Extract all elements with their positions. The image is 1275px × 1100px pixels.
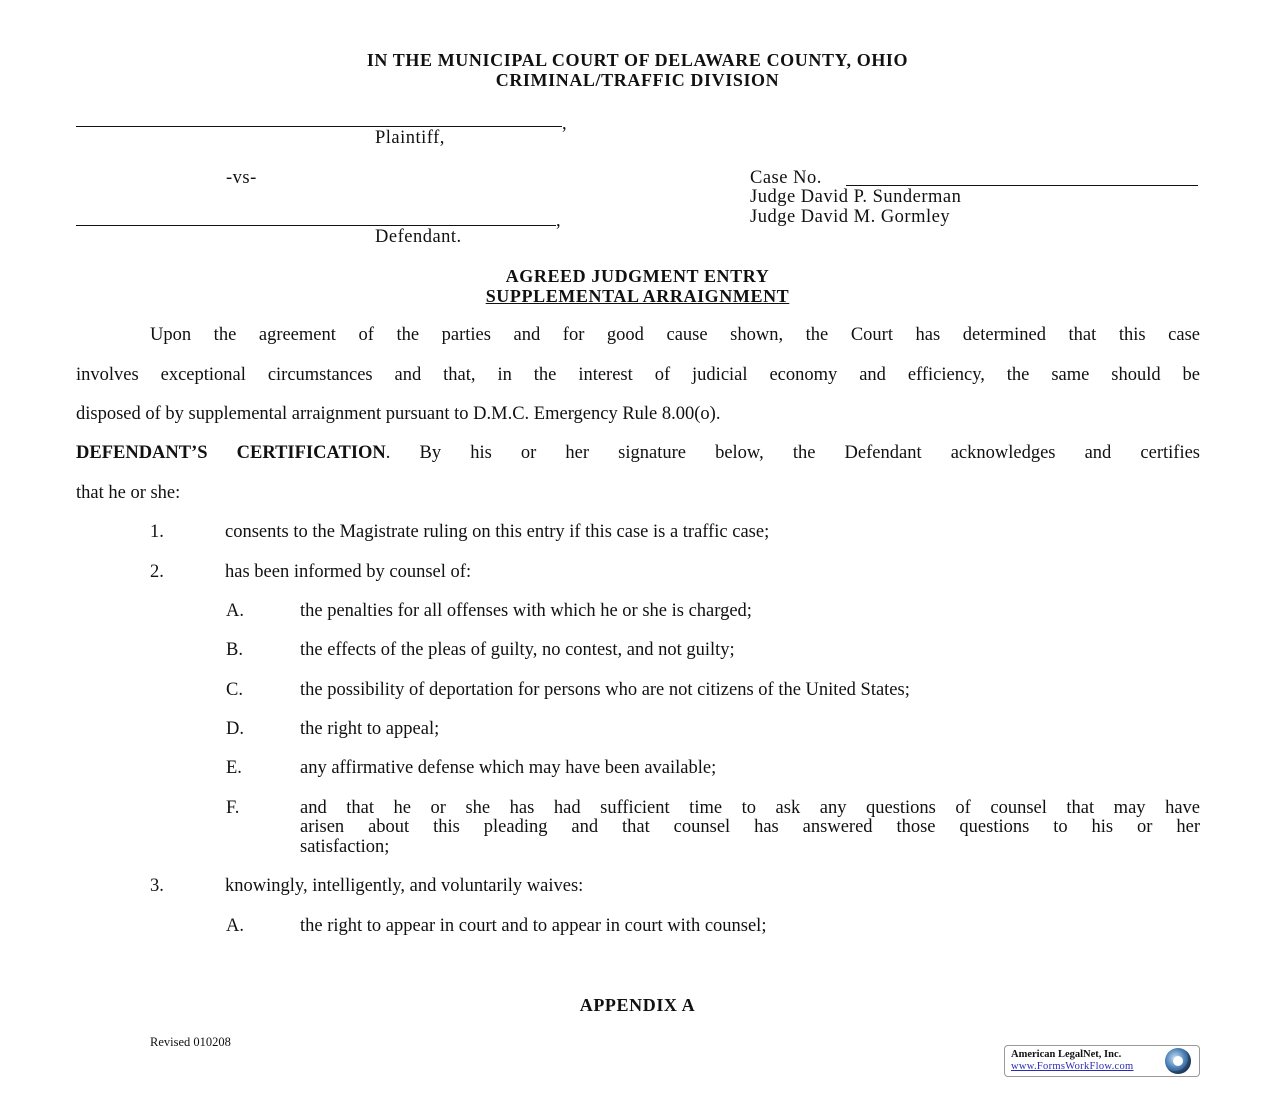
revision-label: Revised 010208 xyxy=(150,1035,231,1049)
case-no-label: Case No. xyxy=(750,168,822,188)
defendant-comma: , xyxy=(556,211,561,231)
subitem-letter: C. xyxy=(226,680,243,700)
subitem-letter: A. xyxy=(226,916,244,936)
defendant-label: Defendant. xyxy=(375,227,462,247)
subitem-letter: A. xyxy=(226,601,244,621)
plaintiff-name-line[interactable] xyxy=(76,126,562,127)
subitem-letter: D. xyxy=(226,719,244,739)
subitem-letter: F. xyxy=(226,798,240,818)
plaintiff-comma: , xyxy=(562,114,567,134)
subitem-text: the right to appeal; xyxy=(300,719,440,739)
court-name: IN THE MUNICIPAL COURT OF DELAWARE COUNTY, OHIO xyxy=(366,50,909,70)
subitem-text-line-2: arisen about this pleading and that counsel has answered those questions to his or her xyxy=(300,817,1200,837)
certification-line-1: DEFENDANT’S CERTIFICATION. By his or her signature below, the Defendant acknowledges and certifies xyxy=(76,443,1200,463)
appendix-label: APPENDIX A xyxy=(579,995,696,1015)
publisher-name: American LegalNet, Inc. xyxy=(1011,1049,1122,1060)
plaintiff-label: Plaintiff, xyxy=(375,128,445,148)
subitem-text: the possibility of deportation for persons who are not citizens of the United States; xyxy=(300,680,910,700)
globe-icon xyxy=(1165,1048,1191,1074)
defendant-name-line[interactable] xyxy=(76,225,556,226)
subitem-text-line-3: satisfaction; xyxy=(300,837,390,857)
versus-label: -vs- xyxy=(226,168,257,188)
item-text: knowingly, intelligently, and voluntarily waives: xyxy=(225,876,584,896)
intro-line-2: involves exceptional circumstances and that, in the interest of judicial economy and efficiency, the same should be xyxy=(76,365,1200,385)
subitem-text: the right to appear in court and to appear in court with counsel; xyxy=(300,916,767,936)
subitem-text: the effects of the pleas of guilty, no contest, and not guilty; xyxy=(300,640,735,660)
subitem-text-line-1: and that he or she has had sufficient time to ask any questions of counsel that may have xyxy=(300,798,1200,818)
subitem-text: the penalties for all offenses with which he or she is charged; xyxy=(300,601,752,621)
judge-2: Judge David M. Gormley xyxy=(750,207,951,227)
intro-line-3: disposed of by supplemental arraignment pursuant to D.M.C. Emergency Rule 8.00(o). xyxy=(76,404,721,424)
item-text: has been informed by counsel of: xyxy=(225,562,472,582)
certification-line-2: that he or she: xyxy=(76,483,181,503)
subitem-letter: B. xyxy=(226,640,243,660)
case-no-line[interactable] xyxy=(846,185,1198,186)
item-number: 1. xyxy=(150,522,164,542)
publisher-link[interactable]: www.FormsWorkFlow.com xyxy=(1011,1061,1134,1072)
document-title: AGREED JUDGMENT ENTRY xyxy=(505,266,770,286)
item-text: consents to the Magistrate ruling on this entry if this case is a traffic case; xyxy=(225,522,770,542)
division-name: CRIMINAL/TRAFFIC DIVISION xyxy=(495,70,780,90)
subitem-text: any affirmative defense which may have been available; xyxy=(300,758,717,778)
publisher-logo[interactable] xyxy=(1004,1045,1200,1077)
item-number: 3. xyxy=(150,876,164,896)
intro-line-1: Upon the agreement of the parties and for good cause shown, the Court has determined that this case xyxy=(150,325,1200,345)
judge-1: Judge David P. Sunderman xyxy=(750,187,962,207)
document-subtitle: SUPPLEMENTAL ARRAIGNMENT xyxy=(485,286,790,306)
item-number: 2. xyxy=(150,562,164,582)
subitem-letter: E. xyxy=(226,758,242,778)
certification-heading: DEFENDANT’S CERTIFICATION xyxy=(76,443,386,463)
